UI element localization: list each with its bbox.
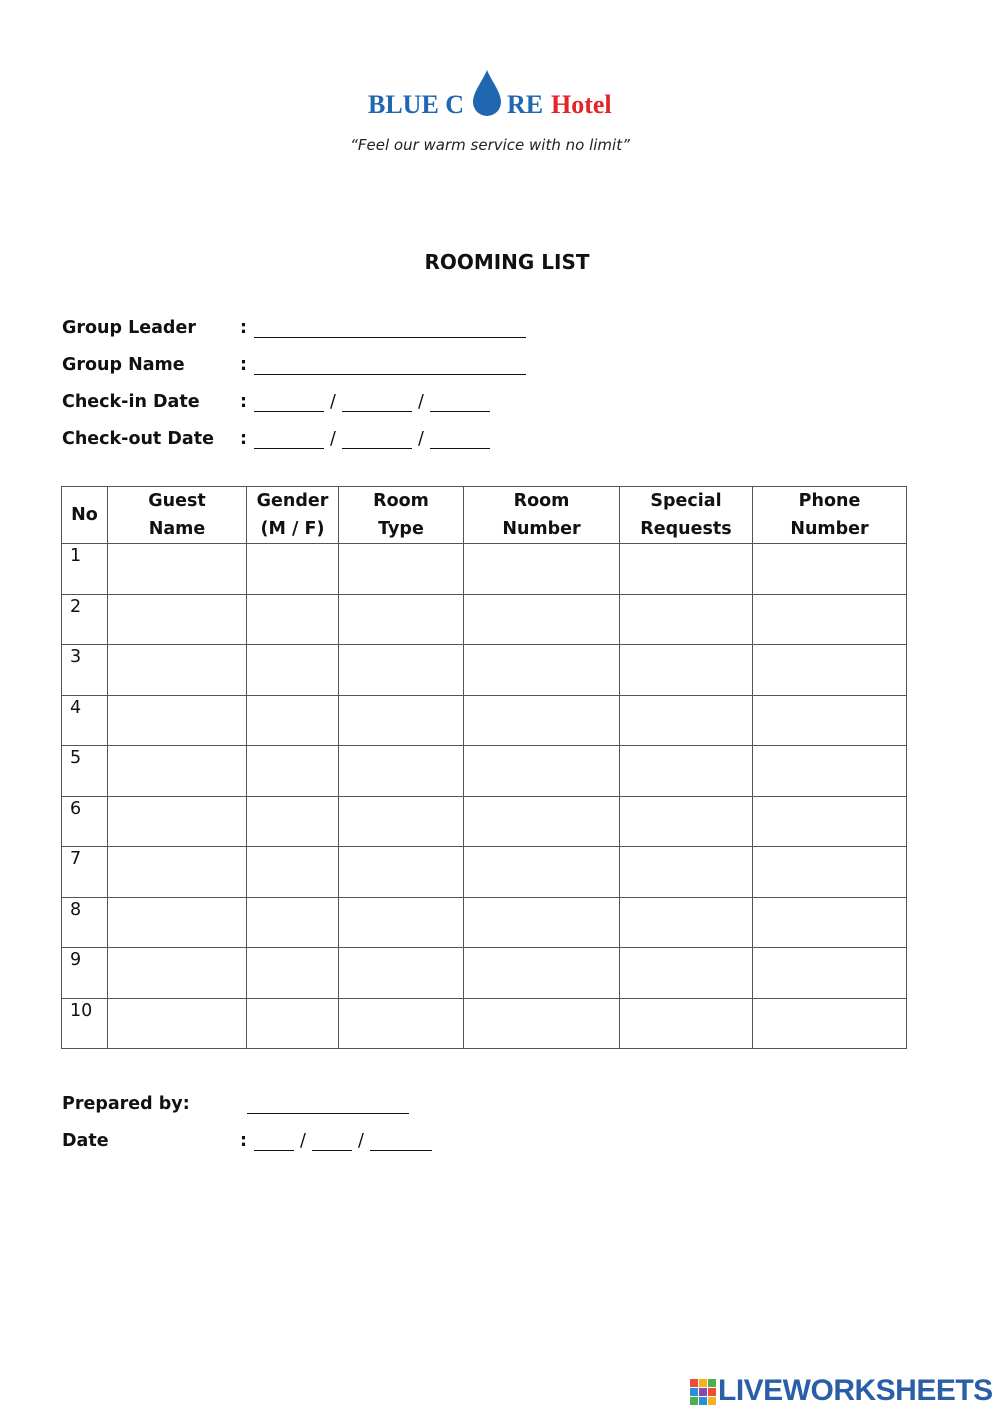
special-requests-cell[interactable] bbox=[620, 695, 753, 746]
group-name-label: Group Name bbox=[62, 355, 185, 375]
header-guest-name: Guest Name bbox=[108, 487, 247, 544]
phone-number-cell[interactable] bbox=[753, 544, 907, 595]
guest-name-cell[interactable] bbox=[108, 847, 247, 898]
date-separator: / bbox=[418, 429, 424, 449]
special-requests-cell[interactable] bbox=[620, 746, 753, 797]
room-number-cell[interactable] bbox=[464, 948, 620, 999]
room-type-cell[interactable] bbox=[339, 645, 464, 696]
logo-text-hotel: Hotel bbox=[551, 90, 612, 119]
date-year-input[interactable] bbox=[370, 1130, 432, 1151]
table-row bbox=[62, 645, 907, 696]
check-in-day-input[interactable] bbox=[254, 391, 324, 412]
phone-number-cell[interactable] bbox=[753, 746, 907, 797]
special-requests-cell[interactable] bbox=[620, 847, 753, 898]
phone-number-cell[interactable] bbox=[753, 847, 907, 898]
prepared-by-label: Prepared by: bbox=[62, 1094, 190, 1114]
guest-name-cell[interactable] bbox=[108, 544, 247, 595]
guest-name-cell[interactable] bbox=[108, 897, 247, 948]
phone-number-cell[interactable] bbox=[753, 796, 907, 847]
colon: : bbox=[240, 429, 247, 449]
group-leader-label: Group Leader bbox=[62, 318, 196, 338]
room-type-cell[interactable] bbox=[339, 897, 464, 948]
logo-text-re: RE bbox=[507, 90, 544, 119]
phone-number-cell[interactable] bbox=[753, 645, 907, 696]
date-separator: / bbox=[418, 392, 424, 412]
group-name-input[interactable] bbox=[254, 354, 526, 375]
date-separator: / bbox=[358, 1131, 364, 1151]
gender-cell[interactable] bbox=[247, 695, 339, 746]
row-number: 10 bbox=[62, 998, 108, 1049]
room-type-cell[interactable] bbox=[339, 544, 464, 595]
gender-cell[interactable] bbox=[247, 948, 339, 999]
table-row bbox=[62, 796, 907, 847]
colon: : bbox=[240, 1131, 247, 1151]
table-row bbox=[62, 594, 907, 645]
gender-cell[interactable] bbox=[247, 645, 339, 696]
group-leader-input[interactable] bbox=[254, 317, 526, 338]
gender-cell[interactable] bbox=[247, 544, 339, 595]
colon: : bbox=[240, 355, 247, 375]
table-row bbox=[62, 847, 907, 898]
room-number-cell[interactable] bbox=[464, 746, 620, 797]
gender-cell[interactable] bbox=[247, 746, 339, 797]
water-drop-icon bbox=[470, 68, 504, 118]
gender-cell[interactable] bbox=[247, 897, 339, 948]
room-type-cell[interactable] bbox=[339, 948, 464, 999]
guest-name-cell[interactable] bbox=[108, 746, 247, 797]
date-label: Date bbox=[62, 1131, 109, 1151]
date-separator: / bbox=[300, 1131, 306, 1151]
room-type-cell[interactable] bbox=[339, 695, 464, 746]
date-separator: / bbox=[330, 392, 336, 412]
room-type-cell[interactable] bbox=[339, 746, 464, 797]
row-number: 8 bbox=[62, 897, 108, 948]
room-number-cell[interactable] bbox=[464, 544, 620, 595]
header-room-type: Room Type bbox=[339, 487, 464, 544]
guest-name-cell[interactable] bbox=[108, 796, 247, 847]
rooming-table bbox=[61, 486, 907, 1049]
room-number-cell[interactable] bbox=[464, 645, 620, 696]
check-out-date-label: Check-out Date bbox=[62, 429, 214, 449]
guest-name-cell[interactable] bbox=[108, 695, 247, 746]
table-body bbox=[62, 544, 907, 1049]
gender-cell[interactable] bbox=[247, 796, 339, 847]
phone-number-cell[interactable] bbox=[753, 998, 907, 1049]
check-in-date-label: Check-in Date bbox=[62, 392, 200, 412]
room-number-cell[interactable] bbox=[464, 695, 620, 746]
phone-number-cell[interactable] bbox=[753, 897, 907, 948]
gender-cell[interactable] bbox=[247, 998, 339, 1049]
row-number: 6 bbox=[62, 796, 108, 847]
table-row bbox=[62, 544, 907, 595]
guest-name-cell[interactable] bbox=[108, 594, 247, 645]
header-gender: Gender (M / F) bbox=[247, 487, 339, 544]
table-row bbox=[62, 948, 907, 999]
room-number-cell[interactable] bbox=[464, 594, 620, 645]
guest-name-cell[interactable] bbox=[108, 998, 247, 1049]
gender-cell[interactable] bbox=[247, 847, 339, 898]
date-month-input[interactable] bbox=[312, 1130, 352, 1151]
table-row bbox=[62, 746, 907, 797]
phone-number-cell[interactable] bbox=[753, 948, 907, 999]
table-row bbox=[62, 998, 907, 1049]
logo-text-blue-c: BLUE C bbox=[368, 90, 465, 119]
header-phone-number: Phone Number bbox=[753, 487, 907, 544]
room-type-cell[interactable] bbox=[339, 594, 464, 645]
colon: : bbox=[240, 318, 247, 338]
check-out-year-input[interactable] bbox=[430, 428, 490, 449]
prepared-by-input[interactable] bbox=[247, 1093, 409, 1114]
row-number: 2 bbox=[62, 594, 108, 645]
page-title: ROOMING LIST bbox=[424, 250, 590, 274]
special-requests-cell[interactable] bbox=[620, 796, 753, 847]
room-number-cell[interactable] bbox=[464, 796, 620, 847]
room-type-cell[interactable] bbox=[339, 847, 464, 898]
phone-number-cell[interactable] bbox=[753, 695, 907, 746]
row-number: 3 bbox=[62, 645, 108, 696]
room-number-cell[interactable] bbox=[464, 847, 620, 898]
room-number-cell[interactable] bbox=[464, 897, 620, 948]
special-requests-cell[interactable] bbox=[620, 645, 753, 696]
guest-name-cell[interactable] bbox=[108, 948, 247, 999]
room-type-cell[interactable] bbox=[339, 998, 464, 1049]
special-requests-cell[interactable] bbox=[620, 594, 753, 645]
check-in-month-input[interactable] bbox=[342, 391, 412, 412]
phone-number-cell[interactable] bbox=[753, 594, 907, 645]
table-header-row bbox=[62, 487, 907, 544]
liveworksheets-logo-icon bbox=[690, 1379, 716, 1405]
tagline: “Feel our warm service with no limit” bbox=[350, 136, 630, 154]
table-row bbox=[62, 897, 907, 948]
liveworksheets-text: LIVEWORKSHEETS bbox=[718, 1374, 993, 1407]
check-in-year-input[interactable] bbox=[430, 391, 490, 412]
header-special-requests: Special Requests bbox=[620, 487, 753, 544]
table-row bbox=[62, 695, 907, 746]
check-out-day-input[interactable] bbox=[254, 428, 324, 449]
date-day-input[interactable] bbox=[254, 1130, 294, 1151]
row-number: 9 bbox=[62, 948, 108, 999]
row-number: 1 bbox=[62, 544, 108, 595]
special-requests-cell[interactable] bbox=[620, 998, 753, 1049]
colon: : bbox=[240, 392, 247, 412]
room-type-cell[interactable] bbox=[339, 796, 464, 847]
special-requests-cell[interactable] bbox=[620, 948, 753, 999]
header-no: No bbox=[62, 487, 108, 544]
row-number: 4 bbox=[62, 695, 108, 746]
date-separator: / bbox=[330, 429, 336, 449]
header-room-number: Room Number bbox=[464, 487, 620, 544]
check-out-month-input[interactable] bbox=[342, 428, 412, 449]
row-number: 5 bbox=[62, 746, 108, 797]
gender-cell[interactable] bbox=[247, 594, 339, 645]
guest-name-cell[interactable] bbox=[108, 645, 247, 696]
room-number-cell[interactable] bbox=[464, 998, 620, 1049]
hotel-logo bbox=[0, 68, 1000, 120]
special-requests-cell[interactable] bbox=[620, 544, 753, 595]
special-requests-cell[interactable] bbox=[620, 897, 753, 948]
row-number: 7 bbox=[62, 847, 108, 898]
